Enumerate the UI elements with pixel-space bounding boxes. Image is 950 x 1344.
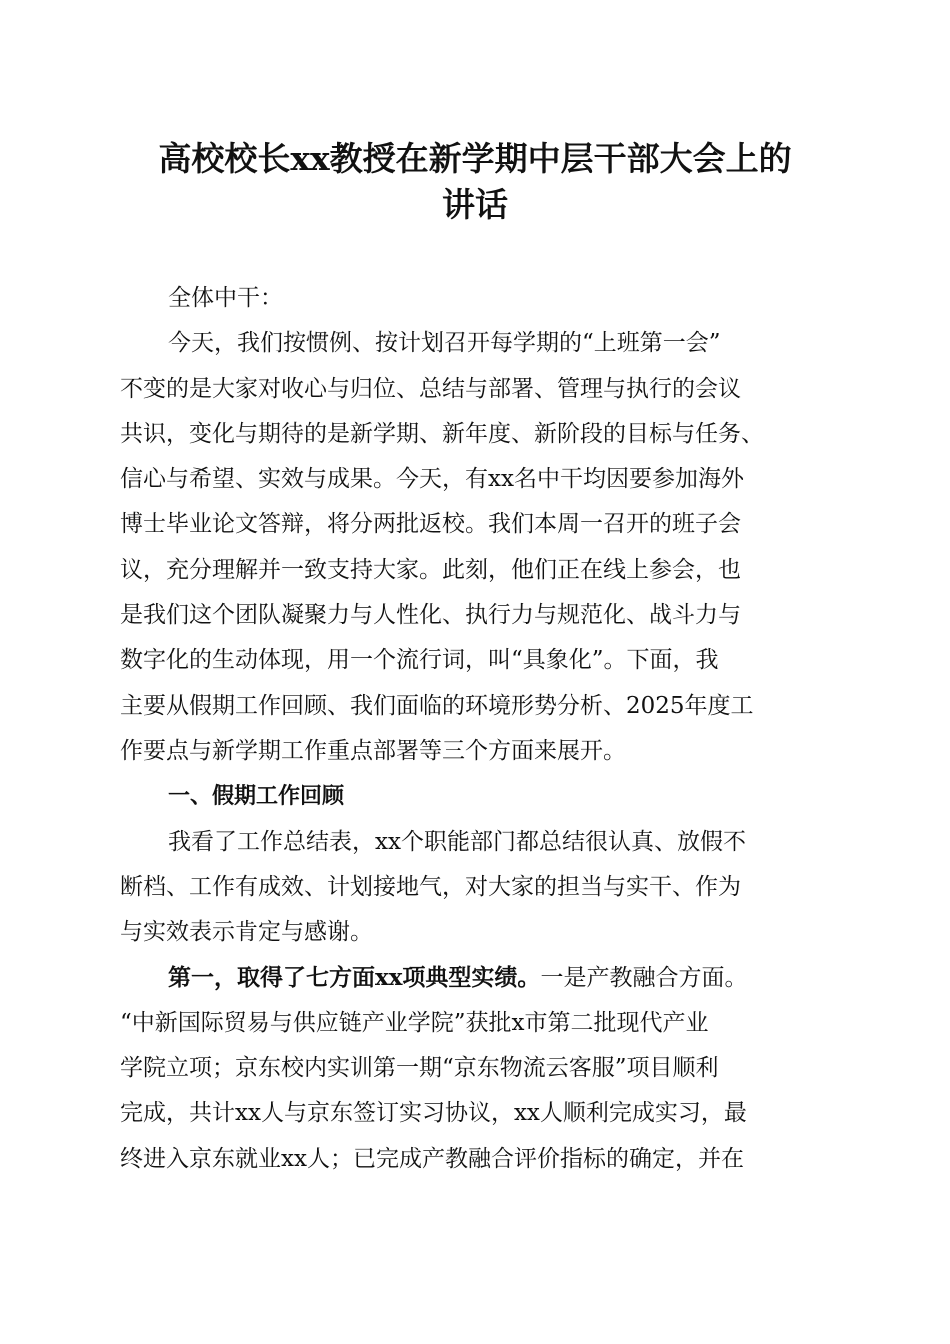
paragraph-line: 终进入京东就业xx人；已完成产教融合评价指标的确定，并在 (120, 1145, 744, 1172)
paragraph-opening (120, 321, 830, 774)
paragraph-lead-rest: 一是产教融合方面。 (540, 965, 748, 992)
document-title (110, 136, 840, 228)
paragraph-line: 不变的是大家对收心与归位、总结与部署、管理与执行的会议 (120, 375, 741, 402)
paragraph-line (120, 955, 830, 1000)
paragraph-line: 博士毕业论文答辩，将分两批返校。我们本周一召开的班子会 (120, 511, 741, 538)
paragraph-line: 与实效表示肯定与感谢。 (120, 919, 373, 946)
paragraph-line: 完成，共计xx人与京东签订实习协议，xx人顺利完成实习，最 (120, 1100, 747, 1127)
paragraph-line: 议，充分理解并一致支持大家。此刻，他们正在线上参会，也 (120, 556, 741, 583)
paragraph-line: 学院立项；京东校内实训第一期“京东物流云客服”项目顺利 (120, 1055, 719, 1082)
paragraph-line: 是我们这个团队凝聚力与人性化、执行力与规范化、战斗力与 (120, 602, 741, 629)
paragraph-line: “中新国际贸易与供应链产业学院”获批x市第二批现代产业 (120, 1009, 709, 1036)
paragraph-lead-bold: 第一，取得了七方面xx项典型实绩。 (168, 964, 541, 992)
paragraph-line: 我看了工作总结表，xx个职能部门都总结很认真、放假不 (168, 828, 746, 855)
paragraph-line: 信心与希望、实效与成果。今天，有xx名中干均因要参加海外 (120, 466, 744, 493)
paragraph-achievements (120, 955, 830, 1181)
title-line-2: 讲话 (442, 185, 508, 224)
paragraph-line: 主要从假期工作回顾、我们面临的环境形势分析、2025年度工 (120, 692, 754, 719)
title-line-1: 高校校长xx教授在新学期中层干部大会上的 (158, 139, 792, 178)
paragraph-line: 今天，我们按惯例、按计划召开每学期的“上班第一会” (168, 330, 721, 357)
salutation: 全体中干： (168, 285, 283, 311)
document-body (120, 276, 830, 1182)
section-heading: 一、假期工作回顾 (168, 784, 345, 810)
paragraph-line: 共识，变化与期待的是新学期、新年度、新阶段的目标与任务、 (120, 420, 764, 447)
paragraph-line: 作要点与新学期工作重点部署等三个方面来展开。 (120, 737, 626, 764)
paragraph-review (120, 820, 830, 956)
paragraph-line: 数字化的生动体现，用一个流行词，叫“具象化”。下面，我 (120, 647, 719, 674)
paragraph-line: 断档、工作有成效、计划接地气，对大家的担当与实干、作为 (120, 873, 741, 900)
